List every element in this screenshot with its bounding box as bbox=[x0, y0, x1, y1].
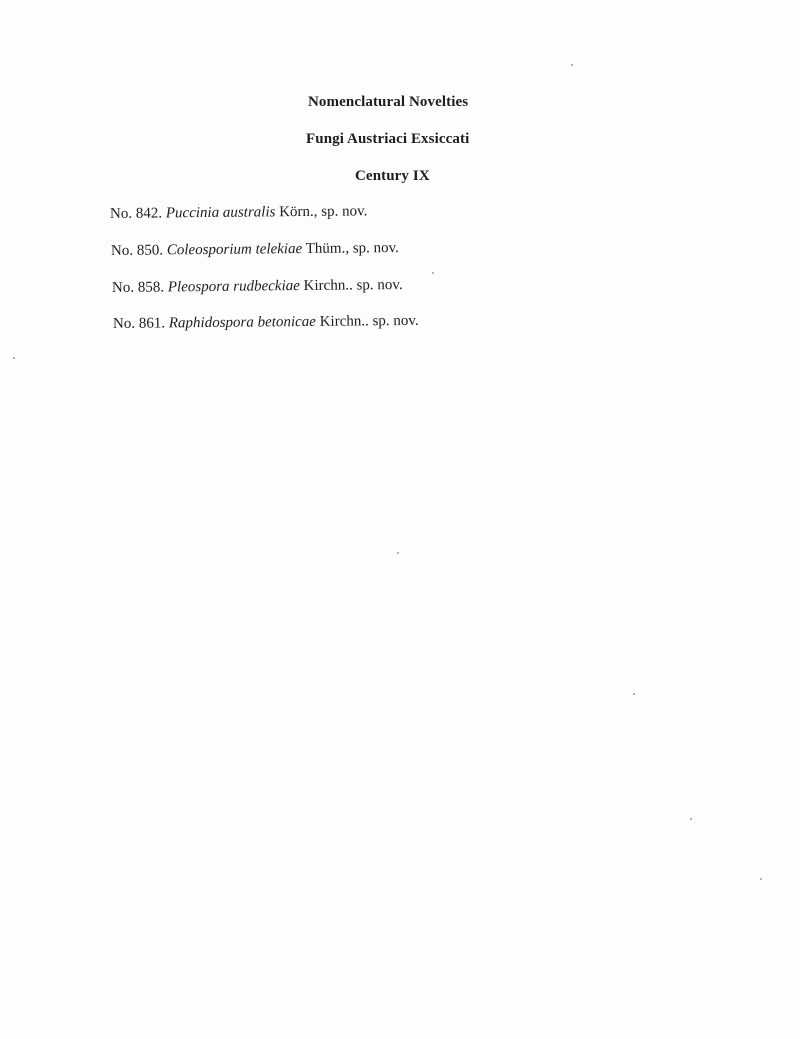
list-item bbox=[113, 313, 419, 333]
entry-number: No. 850. bbox=[110, 242, 164, 259]
taxon-author: Körn., sp. nov. bbox=[279, 203, 368, 221]
taxon-name: Pleospora rudbeckiae bbox=[167, 278, 300, 296]
section-heading: Century IX bbox=[355, 168, 430, 184]
scan-speck bbox=[397, 552, 399, 554]
entry-number: No. 861. bbox=[112, 315, 166, 332]
taxon-name: Puccinia australis bbox=[165, 204, 276, 222]
entry-number: No. 842. bbox=[109, 205, 163, 222]
taxon-author: Thüm., sp. nov. bbox=[305, 239, 399, 257]
list-item bbox=[112, 277, 403, 297]
entry-number: No. 858. bbox=[111, 279, 165, 296]
taxon-name: Raphidospora betonicae bbox=[168, 313, 316, 332]
taxon-author: Kirchn.. sp. nov. bbox=[303, 276, 403, 294]
scan-speck bbox=[571, 64, 573, 66]
scan-speck bbox=[633, 693, 635, 695]
scan-speck bbox=[760, 878, 762, 880]
scan-speck bbox=[432, 272, 434, 274]
taxon-author: Kirchn.. sp. nov. bbox=[319, 312, 419, 330]
taxon-name: Coleosporium telekiae bbox=[166, 240, 303, 259]
document-title: Nomenclatural Novelties bbox=[308, 94, 469, 110]
scan-speck bbox=[13, 357, 15, 359]
scan-speck bbox=[690, 818, 692, 820]
list-item bbox=[110, 203, 368, 223]
list-item bbox=[111, 240, 399, 260]
document-subtitle: Fungi Austriaci Exsiccati bbox=[306, 131, 470, 147]
